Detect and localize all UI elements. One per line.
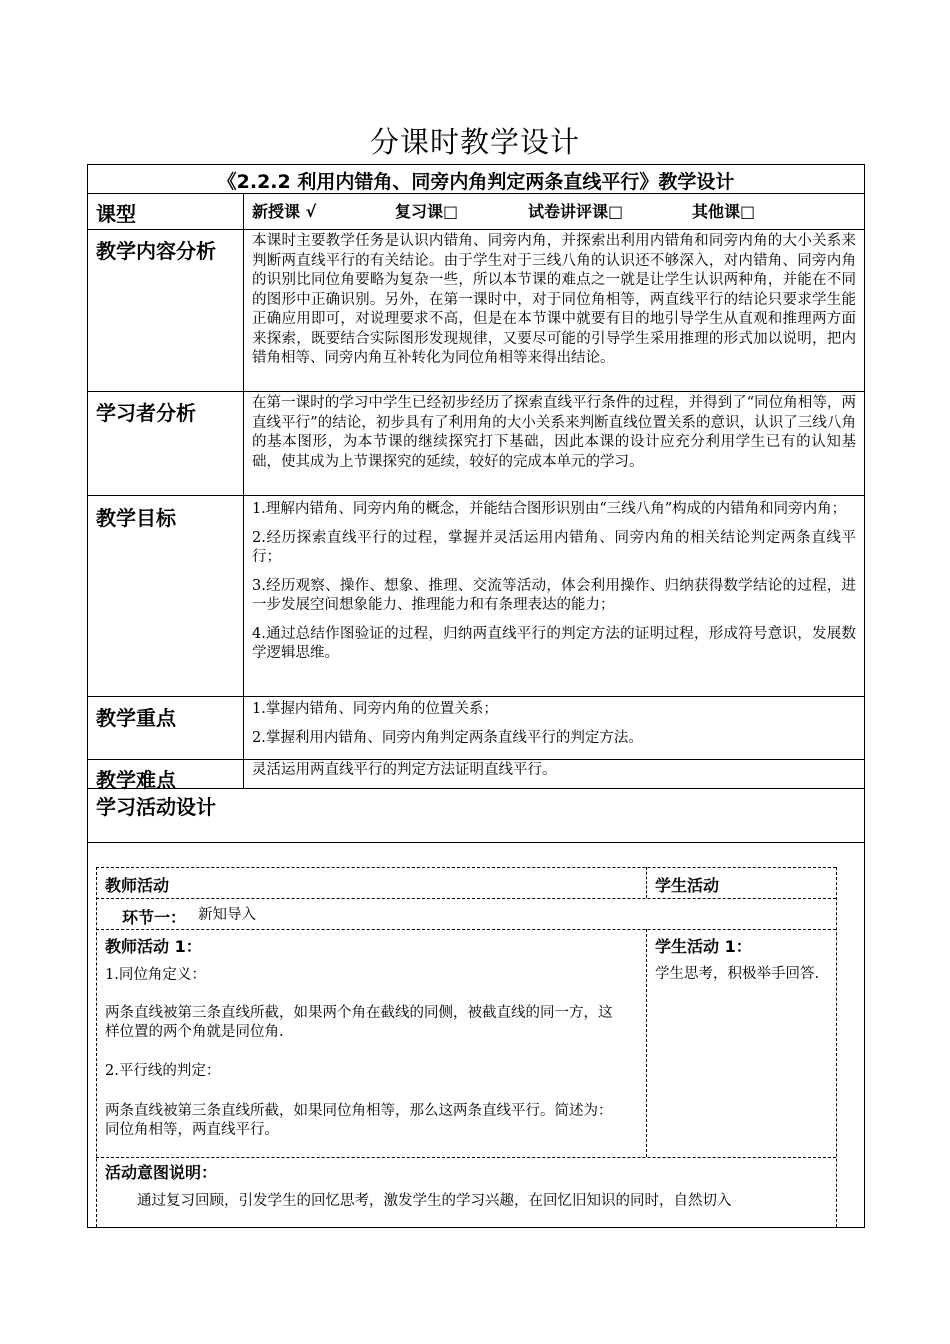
teacher-activity-title: 教师活动 1：	[105, 937, 202, 956]
difficulties-text: 灵活运用两直线平行的判定方法证明直线平行。	[252, 762, 557, 778]
objective-item: 4.通过总结作图验证的过程，归纳两直线平行的判定方法的证明过程，形成符号意识，发展数学逻辑思维。	[252, 625, 856, 661]
lesson-type-other: 其他课□	[692, 202, 756, 221]
row-divider	[88, 229, 864, 230]
lesson-type-label: 课型	[96, 202, 136, 226]
intent-title: 活动意图说明：	[105, 1163, 218, 1182]
dashed-divider	[836, 867, 837, 1227]
objective-item: 1.理解内错角、同旁内角的概念，并能结合图形识别由“三线八角”构成的内错角和同旁内角；	[252, 501, 847, 517]
dashed-divider	[96, 929, 836, 930]
difficulties-label: 教学难点	[96, 768, 176, 792]
content-analysis-label: 教学内容分析	[96, 239, 216, 263]
student-activity-text: 学生思考，积极举手回答.	[655, 966, 820, 982]
key-points-label: 教学重点	[96, 706, 176, 730]
lesson-type-review: 复习课□	[395, 202, 459, 221]
key-point-item: 2.掌握利用内错角、同旁内角判定两条直线平行的判定方法。	[252, 729, 643, 746]
teacher-line: 两条直线被第三条直线所截，如果同位角相等，那么这两条直线平行。简述为：同位角相等，两直线平行。	[105, 1103, 613, 1138]
row-divider	[88, 495, 864, 496]
lesson-type-exam-review: 试卷讲评课□	[528, 202, 624, 221]
learner-analysis-label: 学习者分析	[96, 401, 196, 425]
content-analysis-text: 本课时主要教学任务是认识内错角、同旁内角，并探索出利用内错角和同旁内角的大小关系来判断两直线平行的有关结论。由于学生对于三线八角的认识还不够深入，对内错角、同旁内角的识别比同位角要略为复杂一些，所以本节课的难点之一就是让学生认识两种角，并能在不同的图形中正确识别。另外，在第一课时中，对于同位角相等，两直线平行的结论只要求学生能正确应用即可，对说理要求不高，但是在本节课中就要有目的地引导学生从直观和推理两方面来探索，既要结合实际图形发现规律，又要尽可能的引导学生采用推理的形式加以说明，把内错角相等、同旁内角互补转化为同位角相等来得出结论。	[252, 233, 856, 366]
dashed-divider	[96, 898, 836, 899]
dashed-divider	[96, 1157, 836, 1158]
lesson-type-new: 新授课 √	[252, 202, 317, 221]
row-divider	[88, 842, 864, 843]
key-points-list	[252, 700, 856, 757]
dashed-divider	[646, 929, 647, 1157]
objective-item: 3.经历观察、操作、想象、推理、交流等活动，体会利用操作、归纳获得数学结论的过程，进一步发展空间想象能力、推理能力和有条理表达的能力；	[252, 577, 856, 613]
key-point-item: 1.掌握内错角、同旁内角的位置关系；	[252, 701, 498, 717]
teacher-activity-header: 教师活动	[105, 876, 170, 895]
activity-design-label: 学习活动设计	[96, 795, 216, 819]
teacher-line: 2.平行线的判定：	[105, 1063, 221, 1079]
student-activity-header: 学生活动	[655, 876, 720, 895]
section-name: 新知导入	[198, 907, 256, 923]
row-divider	[88, 759, 864, 760]
objective-item: 2.经历探索直线平行的过程，掌握并灵活运用内错角、同旁内角的相关结论判定两条直线平行；	[252, 529, 856, 565]
section-label: 环节一：	[122, 908, 187, 927]
row-divider	[88, 696, 864, 697]
page-title: 分课时教学设计	[369, 125, 580, 159]
row-divider	[88, 391, 864, 392]
teacher-line: 1.同位角定义：	[105, 967, 206, 983]
row-divider	[88, 788, 864, 789]
dashed-divider	[96, 867, 836, 868]
dashed-divider	[96, 867, 97, 1227]
column-divider	[243, 193, 244, 788]
activity-table	[96, 867, 836, 1227]
dashed-divider	[646, 867, 647, 898]
lesson-plan-table	[87, 164, 865, 1228]
objectives-list	[252, 500, 856, 673]
intent-text: 通过复习回顾，引发学生的回忆思考，激发学生的学习兴趣，在回忆旧知识的同时，自然切入	[137, 1193, 732, 1209]
objectives-label: 教学目标	[96, 506, 176, 530]
learner-analysis-text: 在第一课时的学习中学生已经初步经历了探索直线平行条件的过程，并得到了“同位角相等，两直线平行”的结论，初步具有了利用角的大小关系来判断直线位置关系的意识，认识了三线八角的基本图形，为本节课的继续探究打下基础，因此本课的设计应充分利用学生已有的认知基础，使其成为上节课探究的延续，较好的完成本单元的学习。	[252, 395, 856, 470]
lesson-title: 《2.2.2 利用内错角、同旁内角判定两条直线平行》教学设计	[217, 171, 735, 193]
teacher-line: 两条直线被第三条直线所截，如果两个角在截线的同侧，被截直线的同一方，这样位置的两个角就是同位角.	[105, 1005, 613, 1040]
student-activity-title: 学生活动 1：	[655, 937, 752, 956]
